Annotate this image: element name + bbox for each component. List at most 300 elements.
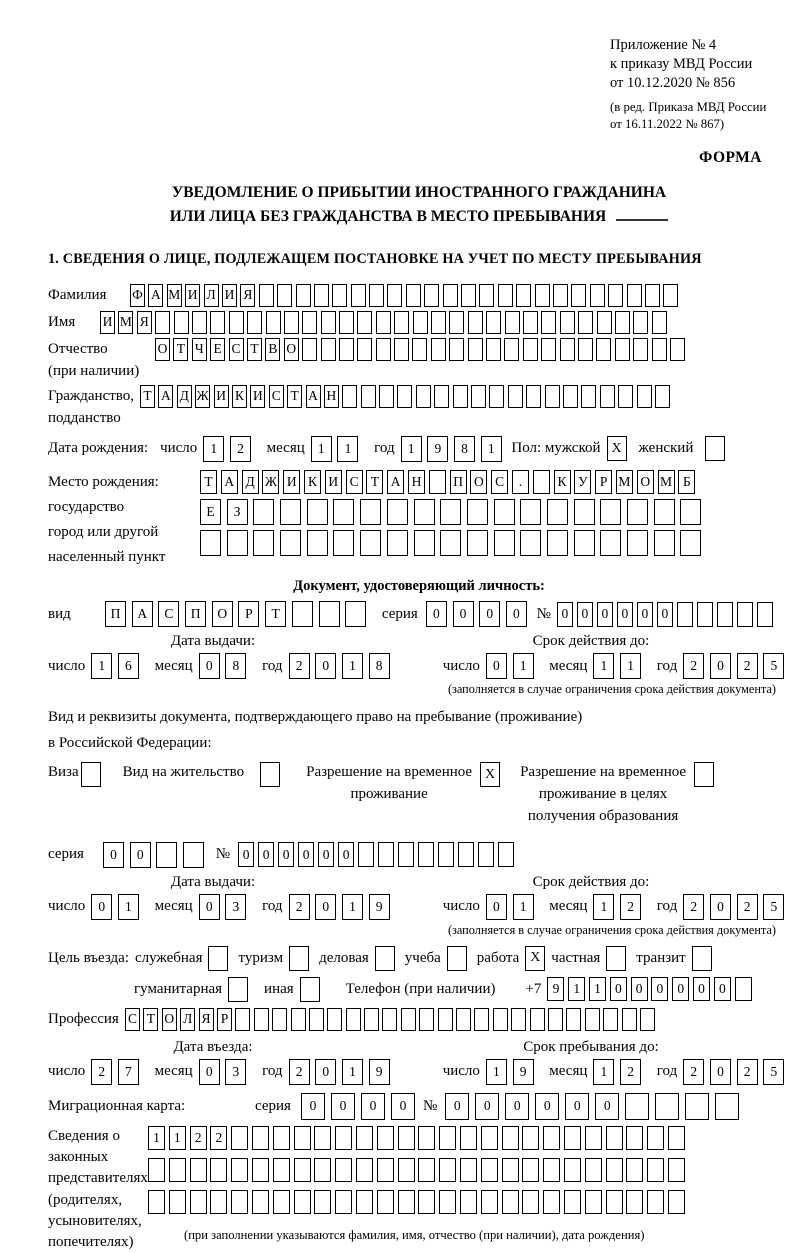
char-cell[interactable]: [757, 602, 773, 627]
char-cell[interactable]: [585, 1190, 602, 1214]
sex-male-checkbox[interactable]: X: [607, 436, 627, 461]
char-cell[interactable]: 1: [568, 977, 585, 1001]
char-cell[interactable]: [229, 311, 244, 334]
char-cell[interactable]: 0: [714, 977, 731, 1001]
char-cell[interactable]: [429, 470, 446, 494]
char-cell[interactable]: Р: [595, 470, 612, 494]
char-cell[interactable]: [210, 311, 225, 334]
char-cell[interactable]: [627, 284, 642, 307]
char-cell[interactable]: [148, 1158, 165, 1182]
char-cell[interactable]: [505, 311, 520, 334]
char-cell[interactable]: [548, 1008, 563, 1031]
char-cell[interactable]: [533, 470, 550, 494]
char-cell[interactable]: 1: [593, 894, 614, 920]
char-cell[interactable]: [272, 1008, 287, 1031]
char-cell[interactable]: [543, 1190, 560, 1214]
char-cell[interactable]: 0: [610, 977, 627, 1001]
char-cell[interactable]: [564, 1126, 581, 1150]
char-cell[interactable]: И: [325, 470, 342, 494]
char-cell[interactable]: [253, 499, 274, 525]
char-cell[interactable]: [292, 601, 313, 627]
char-cell[interactable]: 9: [547, 977, 564, 1001]
char-cell[interactable]: [486, 338, 501, 361]
char-cell[interactable]: [231, 1158, 248, 1182]
char-cell[interactable]: Я: [137, 311, 152, 334]
char-cell[interactable]: 1: [337, 436, 358, 462]
char-cell[interactable]: [618, 385, 633, 408]
char-cell[interactable]: 2: [289, 894, 310, 920]
char-cell[interactable]: [418, 1158, 435, 1182]
char-cell[interactable]: [335, 1126, 352, 1150]
char-cell[interactable]: [481, 1158, 498, 1182]
char-cell[interactable]: [378, 842, 394, 867]
char-cell[interactable]: 2: [683, 894, 704, 920]
char-cell[interactable]: О: [155, 338, 170, 361]
char-cell[interactable]: 0: [130, 842, 151, 868]
char-cell[interactable]: [273, 1158, 290, 1182]
char-cell[interactable]: С: [269, 385, 284, 408]
char-cell[interactable]: [327, 1008, 342, 1031]
char-cell[interactable]: 0: [453, 601, 474, 627]
char-cell[interactable]: [603, 1008, 618, 1031]
char-cell[interactable]: 0: [617, 602, 633, 627]
char-cell[interactable]: [387, 530, 408, 556]
char-cell[interactable]: 2: [620, 1059, 641, 1085]
char-cell[interactable]: [434, 385, 449, 408]
char-cell[interactable]: [277, 284, 292, 307]
char-cell[interactable]: Я: [199, 1008, 214, 1031]
char-cell[interactable]: [685, 1093, 709, 1120]
char-cell[interactable]: [414, 530, 435, 556]
char-cell[interactable]: [566, 1008, 581, 1031]
char-cell[interactable]: [439, 1126, 456, 1150]
char-cell[interactable]: Ж: [262, 470, 279, 494]
char-cell[interactable]: [467, 530, 488, 556]
char-cell[interactable]: [637, 385, 652, 408]
char-cell[interactable]: [280, 530, 301, 556]
char-cell[interactable]: 2: [737, 894, 758, 920]
char-cell[interactable]: [737, 602, 753, 627]
char-cell[interactable]: 0: [651, 977, 668, 1001]
char-cell[interactable]: 0: [693, 977, 710, 1001]
char-cell[interactable]: [398, 1126, 415, 1150]
char-cell[interactable]: А: [387, 470, 404, 494]
char-cell[interactable]: 0: [361, 1093, 385, 1120]
char-cell[interactable]: [439, 1190, 456, 1214]
char-cell[interactable]: [553, 284, 568, 307]
char-cell[interactable]: [227, 530, 248, 556]
char-cell[interactable]: [418, 1126, 435, 1150]
char-cell[interactable]: [590, 284, 605, 307]
char-cell[interactable]: 1: [486, 1059, 507, 1085]
char-cell[interactable]: [416, 385, 431, 408]
purpose-tourism-checkbox[interactable]: [289, 946, 309, 971]
char-cell[interactable]: П: [185, 601, 206, 627]
char-cell[interactable]: [394, 338, 409, 361]
char-cell[interactable]: Д: [177, 385, 192, 408]
char-cell[interactable]: 1: [342, 1059, 363, 1085]
char-cell[interactable]: 2: [683, 653, 704, 679]
char-cell[interactable]: [190, 1158, 207, 1182]
char-cell[interactable]: [356, 1190, 373, 1214]
char-cell[interactable]: [155, 311, 170, 334]
char-cell[interactable]: 2: [91, 1059, 112, 1085]
char-cell[interactable]: [210, 1158, 227, 1182]
char-cell[interactable]: [654, 530, 675, 556]
char-cell[interactable]: 1: [401, 436, 422, 462]
char-cell[interactable]: [376, 311, 391, 334]
char-cell[interactable]: [314, 284, 329, 307]
char-cell[interactable]: [302, 338, 317, 361]
char-cell[interactable]: 0: [103, 842, 124, 868]
char-cell[interactable]: Т: [247, 338, 262, 361]
char-cell[interactable]: 0: [391, 1093, 415, 1120]
char-cell[interactable]: 2: [289, 653, 310, 679]
char-cell[interactable]: [453, 385, 468, 408]
char-cell[interactable]: Ф: [130, 284, 145, 307]
char-cell[interactable]: А: [158, 385, 173, 408]
char-cell[interactable]: 0: [595, 1093, 619, 1120]
temp-residence-checkbox[interactable]: X: [480, 762, 500, 787]
char-cell[interactable]: Л: [180, 1008, 195, 1031]
char-cell[interactable]: 1: [311, 436, 332, 462]
char-cell[interactable]: [717, 602, 733, 627]
char-cell[interactable]: 0: [315, 653, 336, 679]
char-cell[interactable]: М: [167, 284, 182, 307]
char-cell[interactable]: [520, 530, 541, 556]
char-cell[interactable]: А: [221, 470, 238, 494]
char-cell[interactable]: [560, 311, 575, 334]
char-cell[interactable]: [504, 338, 519, 361]
char-cell[interactable]: Е: [200, 499, 221, 525]
char-cell[interactable]: 0: [486, 653, 507, 679]
char-cell[interactable]: М: [658, 470, 675, 494]
char-cell[interactable]: Н: [408, 470, 425, 494]
char-cell[interactable]: Ч: [192, 338, 207, 361]
char-cell[interactable]: [467, 499, 488, 525]
char-cell[interactable]: [626, 1158, 643, 1182]
char-cell[interactable]: [190, 1190, 207, 1214]
char-cell[interactable]: 2: [620, 894, 641, 920]
char-cell[interactable]: [291, 1008, 306, 1031]
char-cell[interactable]: Е: [210, 338, 225, 361]
char-cell[interactable]: [596, 338, 611, 361]
char-cell[interactable]: [294, 1190, 311, 1214]
char-cell[interactable]: 5: [763, 653, 784, 679]
char-cell[interactable]: [715, 1093, 739, 1120]
char-cell[interactable]: 0: [535, 1093, 559, 1120]
char-cell[interactable]: [401, 1008, 416, 1031]
char-cell[interactable]: [606, 1158, 623, 1182]
char-cell[interactable]: [351, 284, 366, 307]
char-cell[interactable]: [192, 311, 207, 334]
char-cell[interactable]: 1: [203, 436, 224, 462]
char-cell[interactable]: 3: [225, 894, 246, 920]
char-cell[interactable]: [578, 311, 593, 334]
char-cell[interactable]: [345, 601, 366, 627]
char-cell[interactable]: .: [512, 470, 529, 494]
char-cell[interactable]: [585, 1158, 602, 1182]
char-cell[interactable]: [364, 1008, 379, 1031]
char-cell[interactable]: [360, 530, 381, 556]
char-cell[interactable]: [697, 602, 713, 627]
char-cell[interactable]: [235, 1008, 250, 1031]
char-cell[interactable]: [633, 311, 648, 334]
char-cell[interactable]: З: [227, 499, 248, 525]
char-cell[interactable]: [502, 1158, 519, 1182]
char-cell[interactable]: [377, 1190, 394, 1214]
char-cell[interactable]: [438, 1008, 453, 1031]
char-cell[interactable]: [439, 1158, 456, 1182]
char-cell[interactable]: [498, 284, 513, 307]
char-cell[interactable]: П: [450, 470, 467, 494]
char-cell[interactable]: [668, 1190, 685, 1214]
char-cell[interactable]: У: [574, 470, 591, 494]
char-cell[interactable]: 2: [737, 653, 758, 679]
char-cell[interactable]: [522, 1158, 539, 1182]
char-cell[interactable]: [494, 499, 515, 525]
char-cell[interactable]: [585, 1126, 602, 1150]
char-cell[interactable]: [210, 1190, 227, 1214]
char-cell[interactable]: 2: [210, 1126, 227, 1150]
char-cell[interactable]: [560, 338, 575, 361]
char-cell[interactable]: [406, 284, 421, 307]
char-cell[interactable]: А: [148, 284, 163, 307]
char-cell[interactable]: И: [222, 284, 237, 307]
char-cell[interactable]: [394, 311, 409, 334]
char-cell[interactable]: 0: [298, 842, 314, 867]
char-cell[interactable]: [398, 842, 414, 867]
char-cell[interactable]: [633, 338, 648, 361]
char-cell[interactable]: [735, 977, 752, 1001]
char-cell[interactable]: [541, 311, 556, 334]
char-cell[interactable]: А: [306, 385, 321, 408]
char-cell[interactable]: [479, 284, 494, 307]
char-cell[interactable]: [655, 385, 670, 408]
char-cell[interactable]: [516, 284, 531, 307]
char-cell[interactable]: 0: [258, 842, 274, 867]
char-cell[interactable]: [606, 1190, 623, 1214]
char-cell[interactable]: [254, 1008, 269, 1031]
char-cell[interactable]: 1: [481, 436, 502, 462]
char-cell[interactable]: [622, 1008, 637, 1031]
char-cell[interactable]: [541, 338, 556, 361]
char-cell[interactable]: Т: [143, 1008, 158, 1031]
char-cell[interactable]: 0: [631, 977, 648, 1001]
char-cell[interactable]: 0: [315, 1059, 336, 1085]
char-cell[interactable]: [259, 284, 274, 307]
char-cell[interactable]: 8: [225, 653, 246, 679]
char-cell[interactable]: И: [283, 470, 300, 494]
char-cell[interactable]: Т: [366, 470, 383, 494]
char-cell[interactable]: 2: [230, 436, 251, 462]
char-cell[interactable]: [377, 1126, 394, 1150]
char-cell[interactable]: [333, 530, 354, 556]
char-cell[interactable]: [296, 284, 311, 307]
char-cell[interactable]: 3: [225, 1059, 246, 1085]
char-cell[interactable]: [335, 1158, 352, 1182]
char-cell[interactable]: [478, 842, 494, 867]
char-cell[interactable]: [547, 499, 568, 525]
char-cell[interactable]: [387, 284, 402, 307]
char-cell[interactable]: [382, 1008, 397, 1031]
char-cell[interactable]: [284, 311, 299, 334]
char-cell[interactable]: [358, 842, 374, 867]
char-cell[interactable]: Н: [324, 385, 339, 408]
char-cell[interactable]: 5: [763, 1059, 784, 1085]
char-cell[interactable]: 1: [148, 1126, 165, 1150]
char-cell[interactable]: [294, 1158, 311, 1182]
char-cell[interactable]: [615, 311, 630, 334]
char-cell[interactable]: П: [105, 601, 126, 627]
char-cell[interactable]: [431, 338, 446, 361]
char-cell[interactable]: [361, 385, 376, 408]
char-cell[interactable]: [600, 530, 621, 556]
char-cell[interactable]: Т: [287, 385, 302, 408]
char-cell[interactable]: А: [132, 601, 153, 627]
char-cell[interactable]: 0: [710, 653, 731, 679]
char-cell[interactable]: [600, 385, 615, 408]
char-cell[interactable]: [545, 385, 560, 408]
char-cell[interactable]: [440, 530, 461, 556]
char-cell[interactable]: [414, 499, 435, 525]
char-cell[interactable]: 1: [589, 977, 606, 1001]
purpose-official-checkbox[interactable]: [208, 946, 228, 971]
char-cell[interactable]: 0: [91, 894, 112, 920]
char-cell[interactable]: 0: [199, 1059, 220, 1085]
char-cell[interactable]: 1: [513, 894, 534, 920]
char-cell[interactable]: [273, 1190, 290, 1214]
char-cell[interactable]: [494, 530, 515, 556]
char-cell[interactable]: 0: [506, 601, 527, 627]
char-cell[interactable]: 0: [505, 1093, 529, 1120]
char-cell[interactable]: [486, 311, 501, 334]
char-cell[interactable]: Р: [217, 1008, 232, 1031]
char-cell[interactable]: [357, 311, 372, 334]
char-cell[interactable]: 1: [593, 1059, 614, 1085]
char-cell[interactable]: 0: [278, 842, 294, 867]
char-cell[interactable]: [547, 530, 568, 556]
char-cell[interactable]: [169, 1158, 186, 1182]
char-cell[interactable]: [377, 1158, 394, 1182]
char-cell[interactable]: 9: [369, 894, 390, 920]
char-cell[interactable]: [357, 338, 372, 361]
char-cell[interactable]: 0: [565, 1093, 589, 1120]
char-cell[interactable]: [419, 1008, 434, 1031]
char-cell[interactable]: [615, 338, 630, 361]
char-cell[interactable]: Б: [678, 470, 695, 494]
char-cell[interactable]: [321, 311, 336, 334]
char-cell[interactable]: 9: [369, 1059, 390, 1085]
char-cell[interactable]: [369, 284, 384, 307]
char-cell[interactable]: 9: [427, 436, 448, 462]
char-cell[interactable]: [356, 1126, 373, 1150]
char-cell[interactable]: М: [616, 470, 633, 494]
char-cell[interactable]: [418, 842, 434, 867]
char-cell[interactable]: [346, 1008, 361, 1031]
char-cell[interactable]: [280, 499, 301, 525]
char-cell[interactable]: [468, 311, 483, 334]
char-cell[interactable]: [647, 1158, 664, 1182]
char-cell[interactable]: [319, 601, 340, 627]
char-cell[interactable]: [294, 1126, 311, 1150]
char-cell[interactable]: [489, 385, 504, 408]
purpose-humanitarian-checkbox[interactable]: [228, 977, 248, 1002]
purpose-private-checkbox[interactable]: [606, 946, 626, 971]
char-cell[interactable]: [398, 1158, 415, 1182]
char-cell[interactable]: [342, 385, 357, 408]
char-cell[interactable]: [460, 1158, 477, 1182]
char-cell[interactable]: [654, 499, 675, 525]
char-cell[interactable]: В: [265, 338, 280, 361]
char-cell[interactable]: [668, 1126, 685, 1150]
char-cell[interactable]: [502, 1190, 519, 1214]
char-cell[interactable]: Я: [240, 284, 255, 307]
char-cell[interactable]: 0: [577, 602, 593, 627]
char-cell[interactable]: О: [470, 470, 487, 494]
char-cell[interactable]: [571, 284, 586, 307]
char-cell[interactable]: [379, 385, 394, 408]
char-cell[interactable]: [273, 1126, 290, 1150]
char-cell[interactable]: [520, 499, 541, 525]
char-cell[interactable]: 8: [454, 436, 475, 462]
char-cell[interactable]: [680, 499, 701, 525]
char-cell[interactable]: 8: [369, 653, 390, 679]
char-cell[interactable]: [314, 1158, 331, 1182]
char-cell[interactable]: [321, 338, 336, 361]
char-cell[interactable]: 1: [342, 653, 363, 679]
char-cell[interactable]: 0: [475, 1093, 499, 1120]
char-cell[interactable]: 1: [118, 894, 139, 920]
char-cell[interactable]: 0: [445, 1093, 469, 1120]
char-cell[interactable]: [449, 311, 464, 334]
char-cell[interactable]: [543, 1158, 560, 1182]
char-cell[interactable]: [156, 842, 177, 868]
char-cell[interactable]: [600, 499, 621, 525]
visa-checkbox[interactable]: [81, 762, 101, 787]
char-cell[interactable]: С: [229, 338, 244, 361]
char-cell[interactable]: [535, 284, 550, 307]
char-cell[interactable]: [460, 1190, 477, 1214]
char-cell[interactable]: [253, 530, 274, 556]
char-cell[interactable]: [564, 1190, 581, 1214]
char-cell[interactable]: [200, 530, 221, 556]
char-cell[interactable]: [647, 1190, 664, 1214]
char-cell[interactable]: [183, 842, 204, 868]
char-cell[interactable]: 2: [289, 1059, 310, 1085]
char-cell[interactable]: 2: [683, 1059, 704, 1085]
char-cell[interactable]: 1: [342, 894, 363, 920]
char-cell[interactable]: [252, 1190, 269, 1214]
char-cell[interactable]: [526, 385, 541, 408]
char-cell[interactable]: [397, 385, 412, 408]
char-cell[interactable]: [581, 385, 596, 408]
char-cell[interactable]: [413, 311, 428, 334]
char-cell[interactable]: О: [637, 470, 654, 494]
char-cell[interactable]: 0: [710, 1059, 731, 1085]
char-cell[interactable]: С: [491, 470, 508, 494]
char-cell[interactable]: [627, 499, 648, 525]
purpose-study-checkbox[interactable]: [447, 946, 467, 971]
char-cell[interactable]: [302, 311, 317, 334]
char-cell[interactable]: [523, 338, 538, 361]
purpose-other-checkbox[interactable]: [300, 977, 320, 1002]
char-cell[interactable]: С: [125, 1008, 140, 1031]
char-cell[interactable]: С: [158, 601, 179, 627]
temp-residence-edu-checkbox[interactable]: [694, 762, 714, 787]
char-cell[interactable]: [335, 1190, 352, 1214]
char-cell[interactable]: [574, 530, 595, 556]
